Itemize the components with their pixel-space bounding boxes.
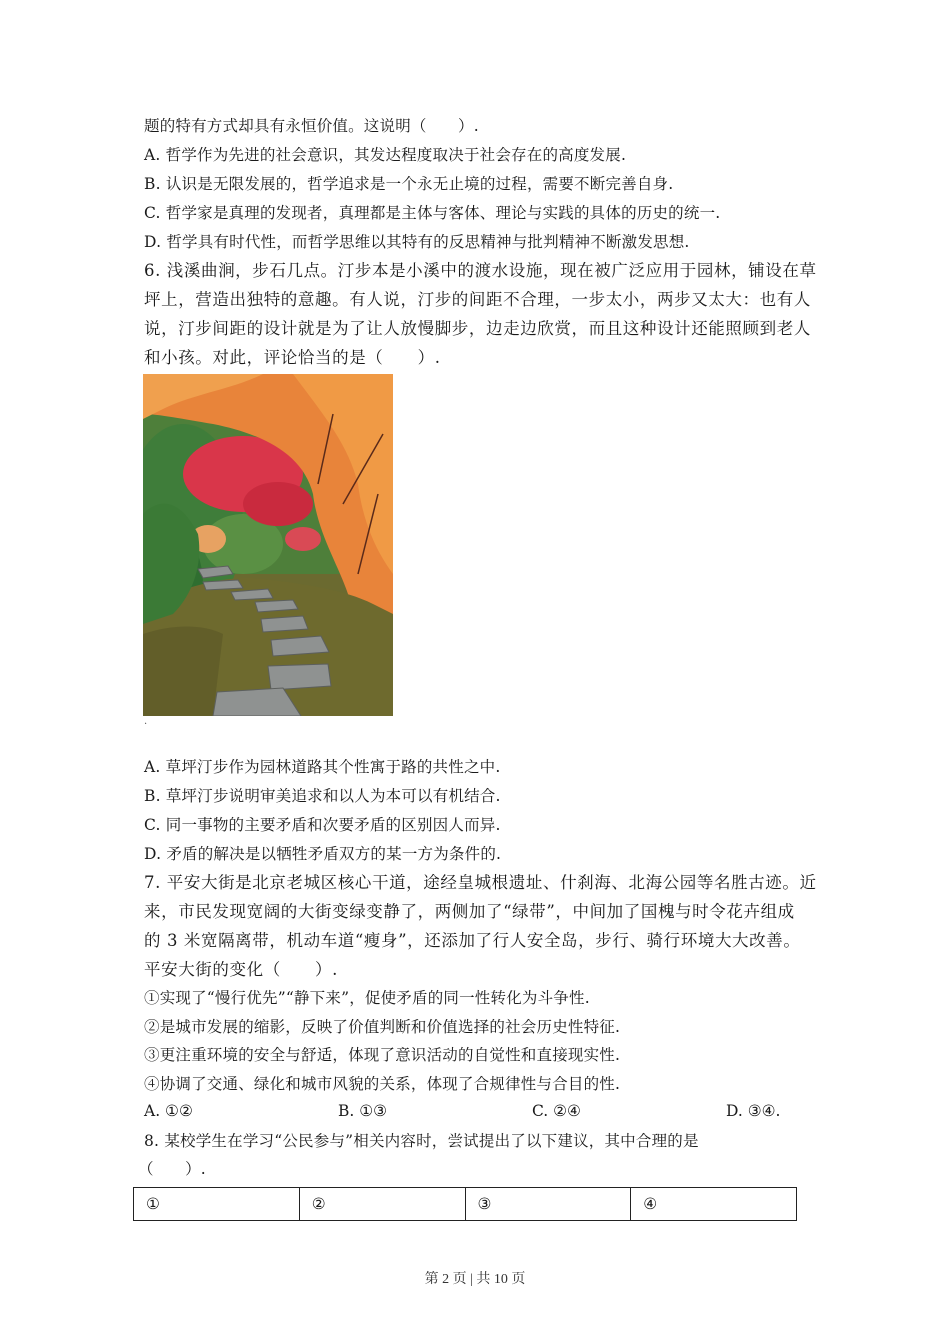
q6-stem-line-4: 和小孩。对此，评论恰当的是（ ）. [144,348,441,367]
q7-answer-choices [144,1102,804,1122]
table-cell-2: ② [299,1188,465,1221]
q5-stem: 题的特有方式却具有永恒价值。这说明（ ）. [144,117,479,135]
q7-stem-line-3: 的 3 米宽隔离带，机动车道“瘦身”，还添加了行人安全岛，步行、骑行环境大大改善。 [144,931,801,950]
q5-option-d: D. 哲学具有时代性，而哲学思维以其特有的反思精神与批判精神不断激发思想. [144,233,690,251]
q8-stem-line-1: 8. 某校学生在学习“公民参与”相关内容时，尝试提出了以下建议，其中合理的是 [144,1132,699,1150]
q7-statement-4: ④协调了交通、绿化和城市风貌的关系，体现了合规律性与合目的性. [144,1075,621,1093]
image-caption-dot: . [144,716,148,727]
q7-answer-c: C. ②④ [532,1102,581,1120]
q7-statement-3: ③更注重环境的安全与舒适，体现了意识活动的自觉性和直接现实性. [144,1046,621,1064]
q8-options-table [133,1187,797,1221]
q6-option-a: A. 草坪汀步作为园林道路其个性寓于路的共性之中. [144,758,501,776]
q7-answer-a: A. ①② [144,1102,193,1120]
q7-answer-d: D. ③④. [726,1102,781,1120]
q7-statement-1: ①实现了“慢行优先”“静下来”，促使矛盾的同一性转化为斗争性. [144,989,590,1007]
q6-option-c: C. 同一事物的主要矛盾和次要矛盾的区别因人而异. [144,816,501,834]
page-footer: 第 2 页 | 共 10 页 [424,1272,526,1287]
q6-stem-line-2: 坪上，营造出独特的意趣。有人说，汀步的间距不合理，一步太小，两步又太大：也有人 [144,290,811,309]
stepping-stones-photo [143,374,393,716]
q5-option-c: C. 哲学家是真理的发现者，真理都是主体与客体、理论与实践的具体的历史的统一. [144,204,721,222]
q7-stem-line-2: 来，市民发现宽阔的大街变绿变静了，两侧加了“绿带”，中间加了国槐与时令花卉组成 [144,902,795,921]
table-row [134,1188,797,1221]
q7-stem-line-4: 平安大街的变化（ ）. [144,960,338,979]
q6-option-d: D. 矛盾的解决是以牺牲矛盾双方的某一方为条件的. [144,845,502,863]
q7-answer-b: B. ①③ [338,1102,388,1120]
q5-option-a: A. 哲学作为先进的社会意识，其发达程度取决于社会存在的高度发展. [144,146,627,164]
q6-stem-line-1: 6. 浅溪曲涧，步石几点。汀步本是小溪中的渡水设施，现在被广泛应用于园林，铺设在草 [144,261,817,280]
q6-option-b: B. 草坪汀步说明审美追求和以人为本可以有机结合. [144,787,501,805]
q5-option-b: B. 认识是无限发展的，哲学追求是一个永无止境的过程，需要不断完善自身. [144,175,674,193]
q7-statement-2: ②是城市发展的缩影，反映了价值判断和价值选择的社会历史性特征. [144,1018,621,1036]
table-cell-3: ③ [465,1188,631,1221]
q6-stem-line-3: 说，汀步间距的设计就是为了让人放慢脚步，边走边欣赏，而且这种设计还能照顾到老人 [144,319,811,338]
table-cell-4: ④ [631,1188,797,1221]
q8-stem-line-2: （ ）. [138,1160,206,1178]
q7-stem-line-1: 7. 平安大街是北京老城区核心干道，途经皇城根遗址、什刹海、北海公园等名胜古迹。近 [144,873,817,892]
table-cell-1: ① [134,1188,300,1221]
